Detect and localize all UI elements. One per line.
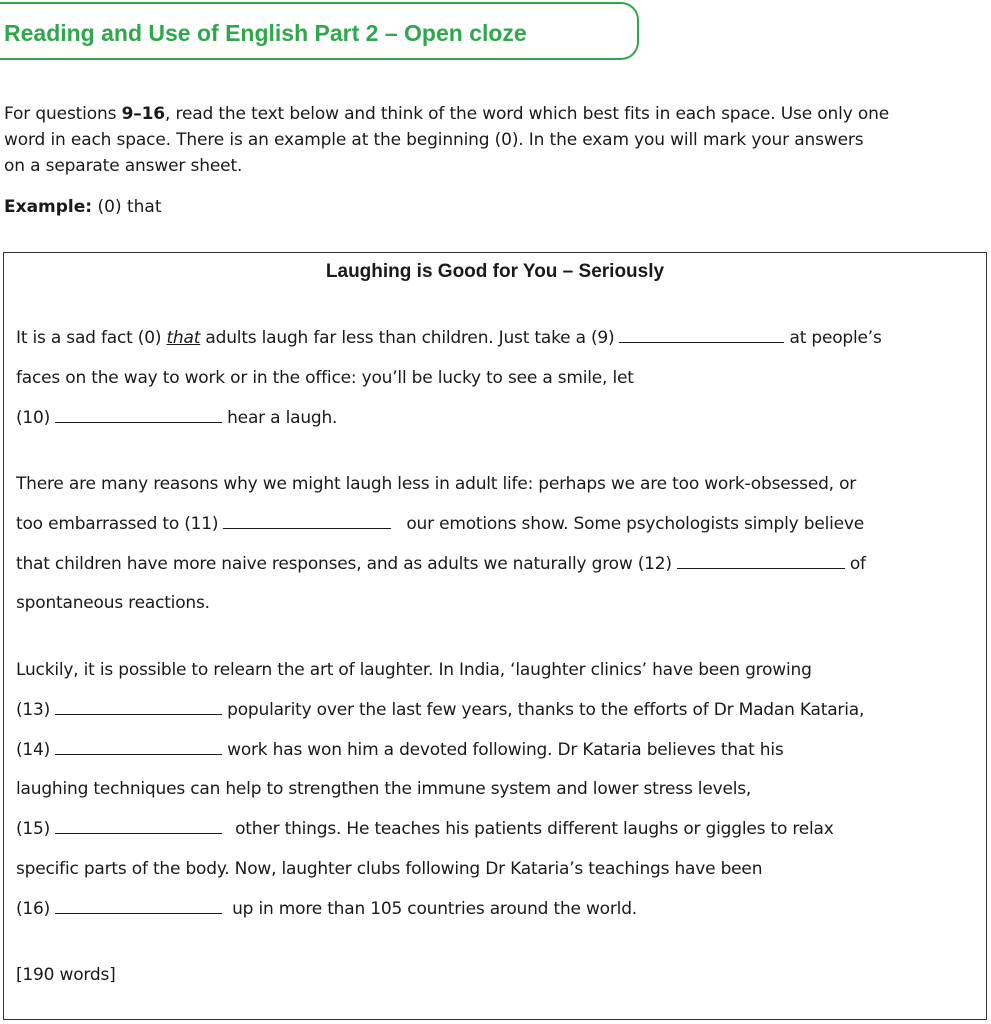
passage-line (16, 698, 864, 722)
text: popularity over the last few years, thanks to the efforts of Dr Madan Kataria, (227, 700, 865, 720)
page-title: Reading and Use of English Part 2 – Open cloze (4, 20, 527, 46)
instructions-line3: on a separate answer sheet. (4, 156, 243, 176)
text: other things. He teaches his patients different laughs or giggles to relax (235, 819, 834, 839)
gap-15[interactable] (55, 817, 222, 834)
passage-line: specific parts of the body. Now, laughter clubs following Dr Kataria’s teachings have been (16, 859, 763, 879)
question-range: 9–16 (121, 104, 165, 124)
passage-line (16, 817, 834, 841)
example (4, 194, 162, 220)
text: (10) (16, 408, 51, 428)
text: adults laugh far less than children. Just take a (9) (200, 328, 615, 348)
passage-line (16, 512, 864, 536)
passage-line: spontaneous reactions. (16, 593, 210, 613)
passage-line (16, 406, 337, 430)
gap-14[interactable] (55, 738, 222, 755)
word-count: [190 words] (16, 965, 116, 985)
text: our emotions show. Some psychologists simply believe (406, 514, 865, 534)
text: of (849, 554, 866, 574)
text: up in more than 105 countries around the world. (232, 899, 637, 919)
passage-line (16, 738, 784, 762)
text: It is a sad fact (0) (16, 328, 167, 348)
instructions-prefix: For questions (4, 104, 122, 124)
text: that children have more naive responses, and as adults we naturally grow (12) (16, 554, 672, 574)
passage-line (16, 897, 637, 921)
passage-line: faces on the way to work or in the office: you’ll be lucky to see a smile, let (16, 368, 634, 388)
example-answer: that (166, 328, 201, 348)
passage-title: Laughing is Good for You – Seriously (325, 261, 665, 282)
text: (14) (16, 740, 51, 760)
text: (15) (16, 819, 51, 839)
gap-16[interactable] (55, 897, 222, 914)
instructions (4, 101, 989, 179)
text: hear a laugh. (227, 408, 338, 428)
passage-line: laughing techniques can help to strengthen the immune system and lower stress levels, (16, 779, 752, 799)
gap-11[interactable] (223, 512, 391, 529)
gap-10[interactable] (55, 406, 222, 423)
passage-line: There are many reasons why we might laugh less in adult life: perhaps we are too work-obsessed, or (16, 474, 857, 494)
text: at people’s (789, 328, 882, 348)
section-header (0, 2, 639, 60)
example-text: (0) that (97, 197, 162, 217)
text: (16) (16, 899, 51, 919)
passage-line (16, 552, 866, 576)
example-label: Example: (4, 197, 93, 217)
instructions-line1: , read the text below and think of the word which best fits in each space. Use only one (164, 104, 890, 124)
text: too embarrassed to (11) (16, 514, 219, 534)
gap-13[interactable] (55, 698, 222, 715)
text: work has won him a devoted following. Dr Kataria believes that his (227, 740, 784, 760)
gap-9[interactable] (619, 326, 784, 343)
passage-line (16, 326, 882, 350)
passage-line: Luckily, it is possible to relearn the art of laughter. In India, ‘laughter clinics’ have been growing (16, 660, 812, 680)
text: (13) (16, 700, 51, 720)
gap-12[interactable] (677, 552, 845, 569)
passage-box (3, 252, 987, 1020)
instructions-line2: word in each space. There is an example at the beginning (0). In the exam you will mark your answers (4, 130, 864, 150)
